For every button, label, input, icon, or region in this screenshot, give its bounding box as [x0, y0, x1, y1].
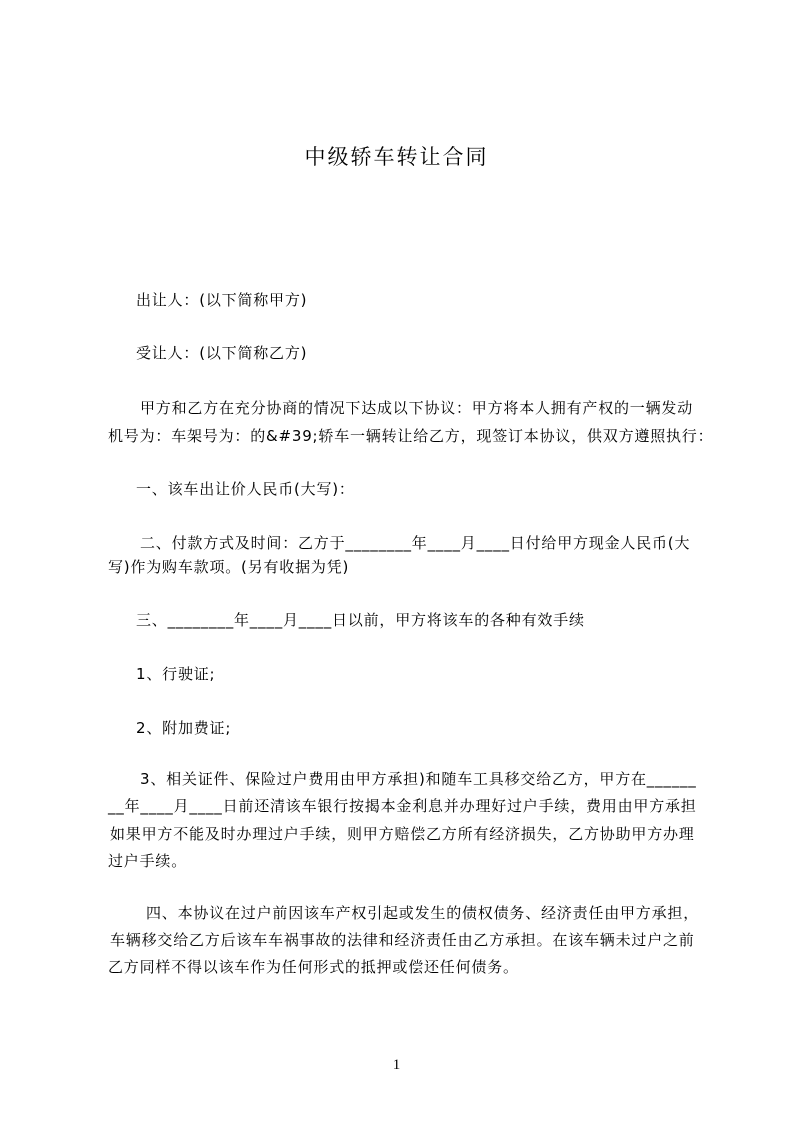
paragraph-line: 二、付款方式及时间：乙方于________年____月____日付给甲方现金人民币(大 [140, 534, 691, 552]
paragraph-line: 车辆移交给乙方后该车车祸事故的法律和经济责任由乙方承担。在该车辆未过户之前 [110, 931, 695, 949]
clause-2-payment [0, 531, 793, 579]
clause-1-price [0, 476, 793, 503]
clause-4-liability [0, 900, 793, 981]
paragraph-line: 四、本协议在过户前因该车产权引起或发生的债权债务、经济责任由甲方承担， [146, 904, 700, 922]
document-title: 中级轿车转让合同 [304, 145, 489, 169]
paragraph-line: 如果甲方不能及时办理过户手续，则甲方赔偿乙方所有经济损失，乙方协助甲方办理 [110, 824, 695, 843]
paragraph-line: 2、附加费证; [136, 719, 232, 737]
party-transferor [0, 287, 793, 314]
paragraph-line: 乙方同样不得以该车作为任何形式的抵押或偿还任何债务。 [108, 958, 519, 976]
paragraph-line: 甲方和乙方在充分协商的情况下达成以下协议：甲方将本人拥有产权的一辆发动 [140, 399, 694, 417]
paragraph-line: 三、________年____月____日以前，甲方将该车的各种有效手续 [136, 611, 585, 629]
clause-3-documents [0, 607, 793, 634]
document-item-3 [0, 766, 793, 876]
paragraph-line: __年____月____日前还清该车银行按揭本金利息并办理好过户手续，费用由甲方承担 [108, 797, 697, 816]
document-item-2 [0, 715, 793, 742]
paragraph-line: 受让人：(以下简称乙方) [136, 344, 308, 362]
paragraph-line: 写)作为购车款项。(另有收据为凭) [108, 558, 350, 576]
paragraph-line: 出让人：(以下简称甲方) [136, 291, 308, 309]
paragraph-line: 3、相关证件、保险过户费用由甲方承担)和随车工具移交给乙方，甲方在______ [140, 770, 697, 788]
document-item-1 [0, 661, 793, 688]
agreement-intro [0, 394, 793, 450]
paragraph-line: 机号为：车架号为：的&#39;轿车一辆转让给乙方，现签订本协议，供双方遵照执行： [108, 427, 714, 445]
paragraph-line: 一、该车出让价人民币(大写)： [136, 480, 355, 498]
paragraph-line: 1、行驶证; [136, 665, 216, 683]
page-number: 1 [392, 1057, 401, 1073]
paragraph-line: 过户手续。 [108, 852, 188, 871]
party-transferee [0, 340, 793, 367]
